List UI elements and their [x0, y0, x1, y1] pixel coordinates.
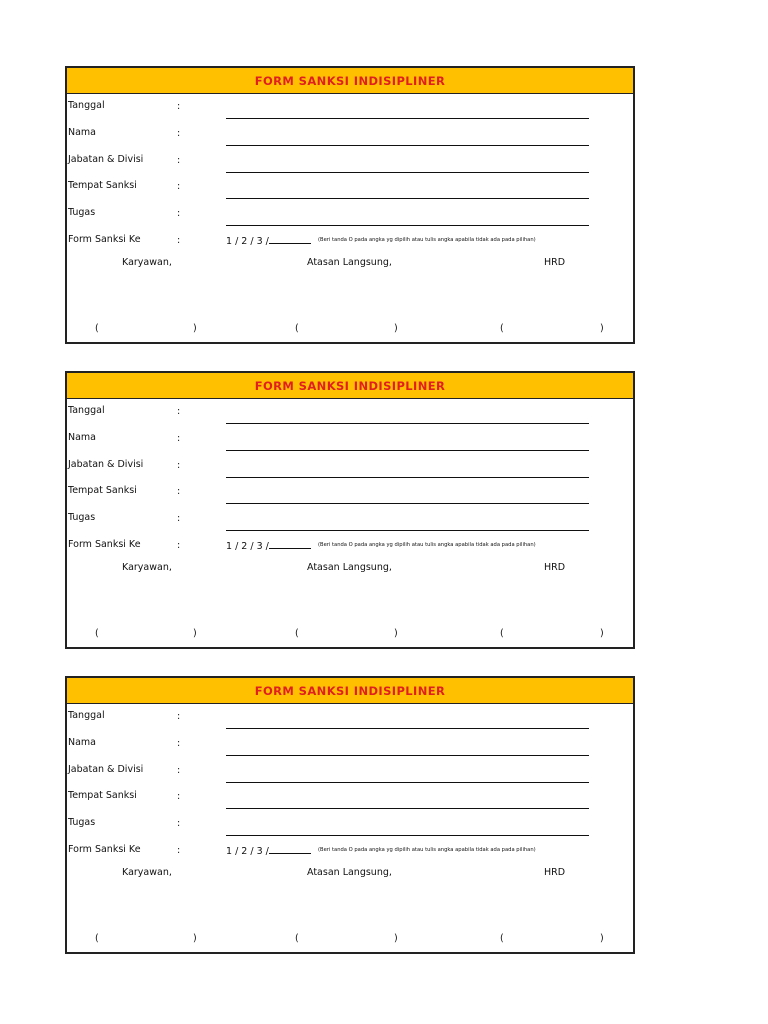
field-row-jabatan-divisi	[67, 760, 633, 787]
field-label: Tugas	[68, 512, 96, 523]
sanksi-choice-blank[interactable]	[269, 844, 311, 854]
jabatan-divisi-fill-line[interactable]	[226, 172, 589, 173]
field-label: Jabatan & Divisi	[68, 459, 144, 470]
field-separator: :	[177, 460, 181, 471]
sanksi-choice-blank[interactable]	[269, 539, 311, 549]
field-label: Form Sanksi Ke	[68, 539, 141, 550]
field-row-tanggal	[67, 96, 633, 123]
field-label: Tempat Sanksi	[68, 180, 137, 191]
signature-paren-open: (	[295, 323, 299, 334]
signature-paren-open: (	[295, 628, 299, 639]
tempat-sanksi-fill-line[interactable]	[226, 198, 589, 199]
signer-karyawan: Karyawan,	[122, 867, 172, 878]
tugas-fill-line[interactable]	[226, 530, 589, 531]
form-title: FORM SANKSI INDISIPLINER	[254, 73, 446, 88]
field-row-tugas	[67, 203, 633, 230]
sanksi-choice	[226, 234, 311, 247]
field-separator: :	[177, 738, 181, 749]
signer-hrd: HRD	[544, 257, 566, 268]
field-separator: :	[177, 486, 181, 497]
signer-atasan-langsung: Atasan Langsung,	[307, 257, 392, 268]
field-row-sanksi-ke	[67, 230, 633, 257]
field-row-tanggal	[67, 401, 633, 428]
field-label: Form Sanksi Ke	[68, 844, 141, 855]
signature-paren-open: (	[500, 323, 504, 334]
field-label: Nama	[68, 127, 97, 138]
signer-karyawan: Karyawan,	[122, 562, 172, 573]
signature-paren-open: (	[500, 628, 504, 639]
sanction-form-3	[65, 676, 635, 954]
field-row-tempat-sanksi	[67, 176, 633, 203]
nama-fill-line[interactable]	[226, 450, 589, 451]
sanksi-choice-blank[interactable]	[269, 234, 311, 244]
field-row-tugas	[67, 508, 633, 535]
field-row-tempat-sanksi	[67, 481, 633, 508]
tanggal-fill-line[interactable]	[226, 423, 589, 424]
field-label: Jabatan & Divisi	[68, 154, 144, 165]
field-separator: :	[177, 208, 181, 219]
signature-paren-close: )	[394, 933, 398, 944]
field-separator: :	[177, 406, 181, 417]
sanksi-choice-options: 1 / 2 / 3 /	[226, 541, 269, 552]
sanksi-choice	[226, 539, 311, 552]
form-body	[67, 399, 633, 648]
form-header	[67, 373, 633, 399]
nama-fill-line[interactable]	[226, 145, 589, 146]
sanksi-choice-options: 1 / 2 / 3 /	[226, 236, 269, 247]
field-label: Tugas	[68, 207, 96, 218]
field-separator: :	[177, 711, 181, 722]
field-separator: :	[177, 128, 181, 139]
signature-paren-close: )	[394, 628, 398, 639]
sanksi-note: (Beri tanda O pada angka yg dipilih atau tulis angka apabila tidak ada pada pilihan)	[318, 237, 536, 243]
field-separator: :	[177, 181, 181, 192]
signature-paren-close: )	[600, 323, 604, 334]
field-label: Tugas	[68, 817, 96, 828]
field-separator: :	[177, 845, 181, 856]
tugas-fill-line[interactable]	[226, 225, 589, 226]
field-label: Form Sanksi Ke	[68, 234, 141, 245]
field-label: Tempat Sanksi	[68, 790, 137, 801]
form-title: FORM SANKSI INDISIPLINER	[254, 683, 446, 698]
field-label: Nama	[68, 737, 97, 748]
field-row-jabatan-divisi	[67, 455, 633, 482]
jabatan-divisi-fill-line[interactable]	[226, 477, 589, 478]
field-separator: :	[177, 791, 181, 802]
signature-paren-open: (	[500, 933, 504, 944]
signature-paren-close: )	[600, 628, 604, 639]
field-label: Tanggal	[68, 405, 105, 416]
form-body	[67, 94, 633, 343]
signer-hrd: HRD	[544, 562, 566, 573]
field-label: Tempat Sanksi	[68, 485, 137, 496]
signer-hrd: HRD	[544, 867, 566, 878]
field-separator: :	[177, 155, 181, 166]
field-row-nama	[67, 733, 633, 760]
signature-paren-close: )	[193, 323, 197, 334]
signature-paren-open: (	[95, 323, 99, 334]
form-body	[67, 704, 633, 953]
sanksi-choice	[226, 844, 311, 857]
signer-atasan-langsung: Atasan Langsung,	[307, 562, 392, 573]
field-label: Nama	[68, 432, 97, 443]
field-row-tempat-sanksi	[67, 786, 633, 813]
signature-paren-close: )	[193, 933, 197, 944]
field-row-sanksi-ke	[67, 535, 633, 562]
signature-paren-close: )	[193, 628, 197, 639]
sanksi-note: (Beri tanda O pada angka yg dipilih atau tulis angka apabila tidak ada pada pilihan)	[318, 542, 536, 548]
sanction-form-2	[65, 371, 635, 649]
form-header	[67, 678, 633, 704]
field-row-jabatan-divisi	[67, 150, 633, 177]
sanction-form-1	[65, 66, 635, 344]
tempat-sanksi-fill-line[interactable]	[226, 808, 589, 809]
nama-fill-line[interactable]	[226, 755, 589, 756]
signer-karyawan: Karyawan,	[122, 257, 172, 268]
signature-paren-open: (	[95, 628, 99, 639]
field-separator: :	[177, 101, 181, 112]
field-separator: :	[177, 818, 181, 829]
field-label: Tanggal	[68, 710, 105, 721]
field-separator: :	[177, 540, 181, 551]
sanksi-note: (Beri tanda O pada angka yg dipilih atau tulis angka apabila tidak ada pada pilihan)	[318, 847, 536, 853]
tempat-sanksi-fill-line[interactable]	[226, 503, 589, 504]
sanksi-choice-options: 1 / 2 / 3 /	[226, 846, 269, 857]
signature-paren-close: )	[600, 933, 604, 944]
field-label: Tanggal	[68, 100, 105, 111]
field-row-nama	[67, 123, 633, 150]
tanggal-fill-line[interactable]	[226, 118, 589, 119]
field-separator: :	[177, 513, 181, 524]
signature-paren-open: (	[95, 933, 99, 944]
signature-paren-open: (	[295, 933, 299, 944]
tanggal-fill-line[interactable]	[226, 728, 589, 729]
jabatan-divisi-fill-line[interactable]	[226, 782, 589, 783]
field-separator: :	[177, 433, 181, 444]
form-header	[67, 68, 633, 94]
signer-atasan-langsung: Atasan Langsung,	[307, 867, 392, 878]
field-row-nama	[67, 428, 633, 455]
field-row-sanksi-ke	[67, 840, 633, 867]
field-label: Jabatan & Divisi	[68, 764, 144, 775]
form-title: FORM SANKSI INDISIPLINER	[254, 378, 446, 393]
field-separator: :	[177, 765, 181, 776]
field-row-tugas	[67, 813, 633, 840]
signature-paren-close: )	[394, 323, 398, 334]
tugas-fill-line[interactable]	[226, 835, 589, 836]
field-row-tanggal	[67, 706, 633, 733]
field-separator: :	[177, 235, 181, 246]
